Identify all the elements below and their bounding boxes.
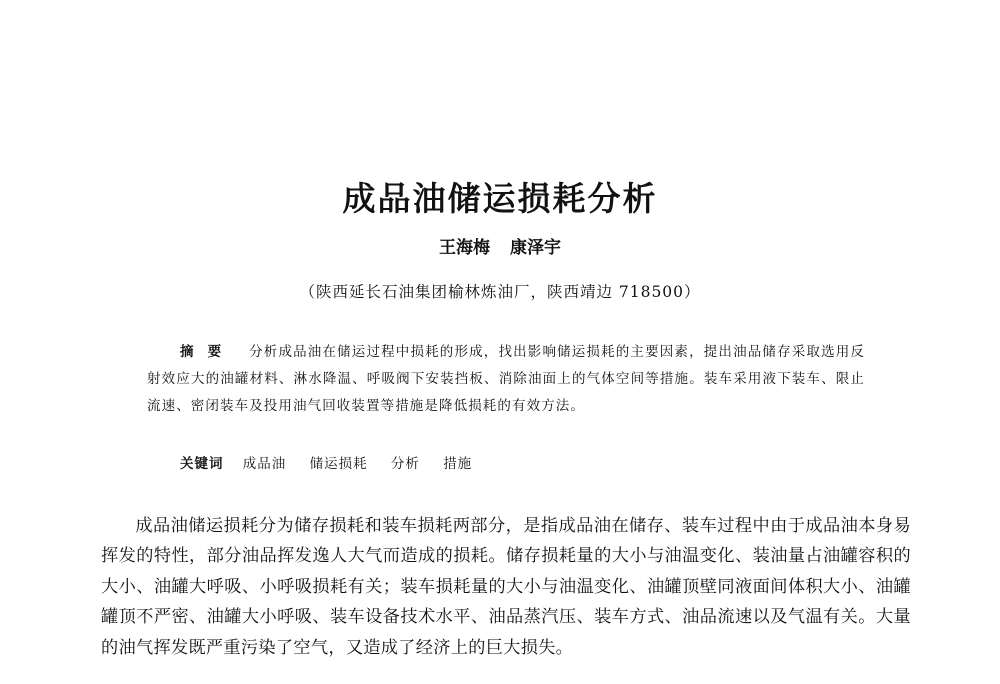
abstract-text: 分析成品油在储运过程中损耗的形成，找出影响储运损耗的主要因素，提出油品储存采取选用反射效应大的油罐材料、淋水降温、呼吸阀下安装挡板、消除油面上的气体空间等措施。装车采用液下装车、限止流速、密闭装车及投用油气回收装置等措施是降低损耗的有效方法。 — [147, 344, 866, 414]
keyword: 储运损耗 — [309, 456, 368, 472]
author-name: 康泽宇 — [509, 238, 561, 258]
keyword: 分析 — [390, 456, 420, 472]
keyword: 成品油 — [242, 456, 287, 472]
keywords — [180, 451, 490, 478]
abstract — [147, 339, 865, 420]
author-name: 王海梅 — [439, 238, 491, 258]
paper-title: 成品油储运损耗分析 — [342, 179, 658, 218]
affiliation: （陕西延长石油集团榆林炼油厂，陕西靖边 718500） — [299, 283, 701, 301]
keywords-label: 关键词 — [180, 456, 224, 472]
body-paragraph: 成品油储运损耗分为储存损耗和装车损耗两部分，是指成品油在储存、装车过程中由于成品油本身易挥发的特性，部分油品挥发逸人大气而造成的损耗。储存损耗量的大小与油温变化、装油量占油罐容积的大小、油罐大呼吸、小呼吸损耗有关；装车损耗量的大小与油温变化、油罐顶壁同液面间体积大小、油罐罐顶不严密、油罐大小呼吸、装车设备技术水平、油品蒸汽压、装车方式、油品流速以及气温有关。大量的油气挥发既严重污染了空气，又造成了经济上的巨大损失。 — [101, 516, 911, 658]
abstract-label: 摘要 — [180, 344, 236, 360]
author-list — [0, 235, 1000, 261]
keyword: 措施 — [443, 456, 473, 472]
